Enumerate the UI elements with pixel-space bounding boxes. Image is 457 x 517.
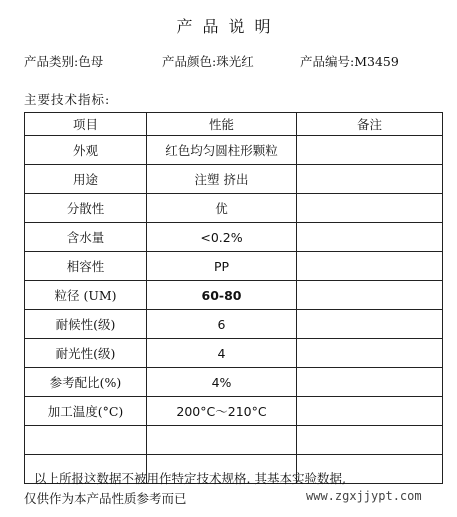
row-label: 耐光性(级) <box>25 339 147 368</box>
table-row <box>25 368 443 397</box>
row-label <box>25 426 147 455</box>
table-row-empty <box>25 426 443 455</box>
row-value: 注塑 挤出 <box>147 165 297 194</box>
row-remark <box>297 281 443 310</box>
row-value: <0.2% <box>147 223 297 252</box>
row-label: 粒径 (UM) <box>25 281 147 310</box>
row-value: 6 <box>147 310 297 339</box>
table-row <box>25 281 443 310</box>
table-row <box>25 223 443 252</box>
table-row <box>25 252 443 281</box>
row-label: 含水量 <box>25 223 147 252</box>
product-category: 产品类别:色母 <box>24 54 104 69</box>
product-color: 产品颜色:珠光红 <box>162 54 254 69</box>
row-value: 4 <box>147 339 297 368</box>
table-header-row <box>25 113 443 136</box>
product-meta <box>24 52 444 70</box>
row-label: 相容性 <box>25 252 147 281</box>
row-remark <box>297 136 443 165</box>
row-label: 参考配比(%) <box>25 368 147 397</box>
row-value <box>147 426 297 455</box>
row-label: 加工温度(°C) <box>25 397 147 426</box>
section-heading: 主要技术指标: <box>24 92 111 107</box>
row-remark <box>297 310 443 339</box>
disclaimer-line-1: 以上所报这数据不被用作特定技术规格. 其基本实验数据, <box>34 471 346 486</box>
row-value: 优 <box>147 194 297 223</box>
row-remark <box>297 339 443 368</box>
table-row <box>25 136 443 165</box>
row-label: 用途 <box>25 165 147 194</box>
row-remark <box>297 426 443 455</box>
table-row <box>25 194 443 223</box>
disclaimer-line-2: 仅供作为本产品性质参考而已 <box>24 491 187 506</box>
table-row <box>25 397 443 426</box>
row-value: 4% <box>147 368 297 397</box>
header-remarks: 备注 <box>297 113 443 136</box>
row-label: 外观 <box>25 136 147 165</box>
row-remark <box>297 397 443 426</box>
row-value: 红色均匀圆柱形颗粒 <box>147 136 297 165</box>
site-watermark: www.zgxjjypt.com <box>306 489 422 503</box>
row-remark <box>297 223 443 252</box>
row-remark <box>297 368 443 397</box>
row-label: 耐候性(级) <box>25 310 147 339</box>
product-code: 产品编号:M3459 <box>300 54 399 69</box>
header-item: 项目 <box>25 113 147 136</box>
table-row <box>25 310 443 339</box>
row-label: 分散性 <box>25 194 147 223</box>
row-value: PP <box>147 252 297 281</box>
table-row <box>25 339 443 368</box>
spec-table <box>24 112 443 484</box>
row-value: 60-80 <box>147 281 297 310</box>
header-performance: 性能 <box>147 113 297 136</box>
row-remark <box>297 194 443 223</box>
table-row <box>25 165 443 194</box>
row-remark <box>297 165 443 194</box>
row-remark <box>297 252 443 281</box>
document-title: 产品说明 <box>176 17 281 36</box>
row-value: 200°C～210°C <box>147 397 297 426</box>
